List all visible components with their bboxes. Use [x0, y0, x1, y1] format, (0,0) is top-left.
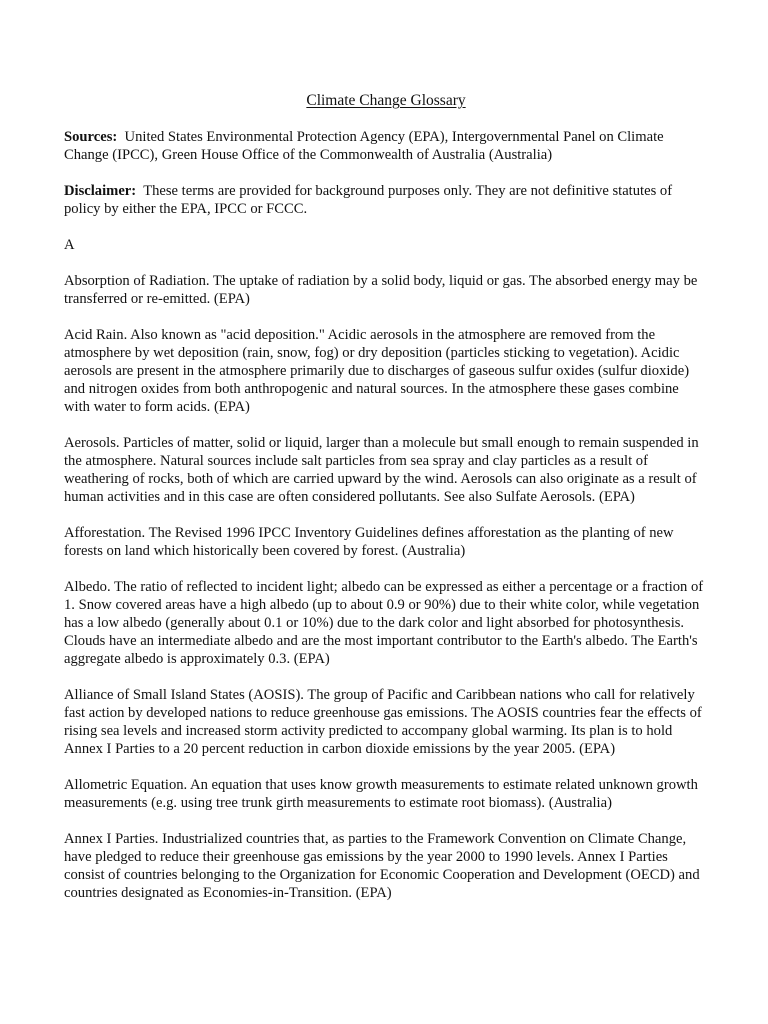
glossary-entry-allometric-equation: Allometric Equation. An equation that uses know growth measurements to estimate related unknown growth measurements (e.g. using tree trunk girth measurements to estimate root biomass). (Australia): [64, 777, 698, 811]
glossary-entry-albedo: Albedo. The ratio of reflected to incident light; albedo can be expressed as either a percentage or a fraction of 1. Snow covered areas have a high albedo (up to about 0.9 or 90%) due to their white color, while vegetation has a low albedo (generally about 0.1 or 10%) due to the dark color and light absorbed for photosynthesis. Clouds have an intermediate albedo and are the most important contributor to the Earth's albedo. The Earth's aggregate albedo is approximately 0.3. (EPA): [64, 579, 704, 667]
sources-text: United States Environmental Protection Agency (EPA), Intergovernmental Panel on Climate Change (IPCC), Green House Office of the Commonwealth of Australia (Australia): [64, 129, 664, 163]
glossary-entry-acid-rain: Acid Rain. Also known as "acid deposition." Acidic aerosols in the atmosphere are removed from the atmosphere by wet deposition (rain, snow, fog) or dry deposition (particles sticking to vegetation). Acidic aerosols are present in the atmosphere primarily due to discharges of gaseous sulfur oxides (sulfur dioxide) and nitrogen oxides from both anthropogenic and natural sources. In the atmosphere these gases combine with water to form acids. (EPA): [64, 327, 690, 415]
document-title: Climate Change Glossary: [306, 92, 466, 109]
section-letter: A: [64, 237, 75, 253]
glossary-entry-annex-i-parties: Annex I Parties. Industrialized countries that, as parties to the Framework Convention on Climate Change, have pledged to reduce their greenhouse gas emissions by the year 2000 to 1990 levels. Annex I Parties consist of countries belonging to the Organization for Economic Cooperation and Development (OECD) and countries designated as Economies-in-Transition. (EPA): [64, 831, 700, 901]
glossary-entry-absorption-of-radiation: Absorption of Radiation. The uptake of radiation by a solid body, liquid or gas. The absorbed energy may be transferred or re-emitted. (EPA): [64, 273, 698, 307]
disclaimer-text: These terms are provided for background purposes only. They are not definitive statutes of policy by either the EPA, IPCC or FCCC.: [64, 183, 673, 217]
glossary-entry-afforestation: Afforestation. The Revised 1996 IPCC Inventory Guidelines defines afforestation as the planting of new forests on land which historically been covered by forest. (Australia): [64, 525, 674, 559]
glossary-entry-aerosols: Aerosols. Particles of matter, solid or liquid, larger than a molecule but small enough to remain suspended in the atmosphere. Natural sources include salt particles from sea spray and clay particles as a result of weathering of rocks, both of which are carried upward by the wind. Aerosols can also originate as a result of human activities and in this case are often considered pollutants. See also Sulfate Aerosols. (EPA): [64, 435, 699, 505]
disclaimer-label: Disclaimer:: [64, 183, 137, 199]
sources-label: Sources:: [64, 129, 118, 145]
sources-paragraph: [64, 128, 708, 164]
disclaimer-paragraph: [64, 182, 708, 218]
glossary-entry-aosis: Alliance of Small Island States (AOSIS). The group of Pacific and Caribbean nations who call for relatively fast action by developed nations to reduce greenhouse gas emissions. The AOSIS countries fear the effects of rising sea levels and increased storm activity predicted to accompany global warming. Its plan is to hold Annex I Parties to a 20 percent reduction in carbon dioxide emissions by the year 2005. (EPA): [64, 687, 702, 757]
